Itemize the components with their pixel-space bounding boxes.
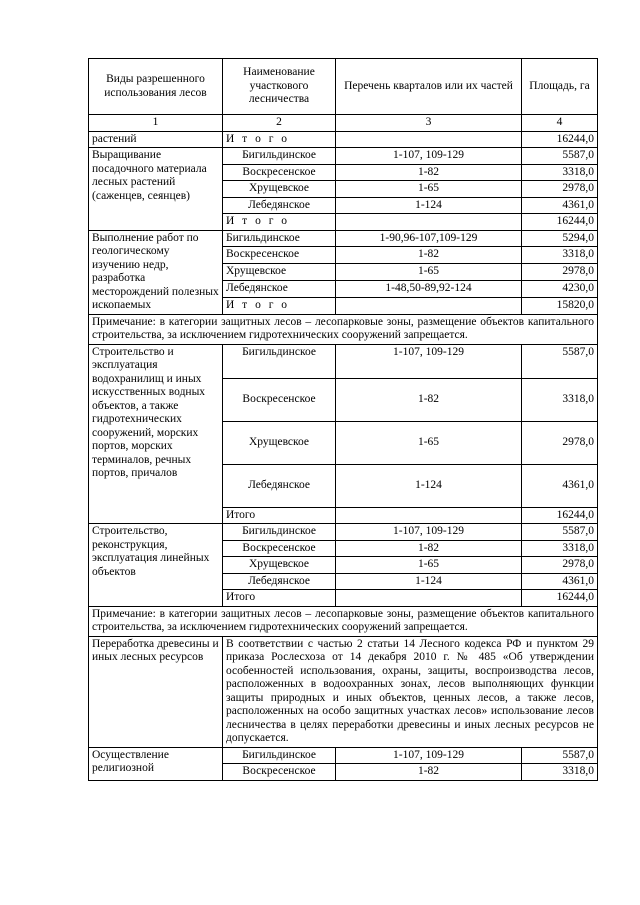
col-number-4: 4: [522, 115, 598, 132]
area-cell: 3318,0: [522, 164, 598, 181]
table-row: [89, 131, 598, 148]
quarters-cell: 1-107, 109-129: [336, 148, 522, 165]
quarters-cell: [336, 131, 522, 148]
header-quarters: Перечень кварталов или их частей: [336, 59, 522, 115]
area-cell: 2978,0: [522, 264, 598, 281]
quarters-cell: 1-107, 109-129: [336, 524, 522, 541]
use-type-cell: Выполнение работ по геологическому изучению недр, разработка месторождений полезных ископаемых: [89, 230, 223, 314]
table-row: [89, 230, 598, 247]
col-number-1: 1: [89, 115, 223, 132]
quarters-cell: [336, 214, 522, 231]
use-type-cell: Переработка древесины и иных лесных ресурсов: [89, 636, 223, 747]
use-type-cell: Осуществление религиозной: [89, 747, 223, 780]
area-cell: 15820,0: [522, 297, 598, 314]
forestry-name-cell: Хрущевское: [223, 181, 336, 198]
forestry-name-cell: Лебедянское: [223, 280, 336, 297]
quarters-cell: 1-82: [336, 164, 522, 181]
area-cell: 3318,0: [522, 764, 598, 781]
forestry-name-cell: Бигильдинское: [223, 230, 336, 247]
header-forestry-name: Наименование участкового лесничества: [223, 59, 336, 115]
use-type-cell: Строительство, реконструкция, эксплуатация линейных объектов: [89, 524, 223, 607]
total-label: И т о г о: [223, 214, 336, 231]
quarters-cell: 1-82: [336, 540, 522, 557]
total-label: Итого: [223, 590, 336, 607]
quarters-cell: 1-124: [336, 464, 522, 507]
note-row: [89, 606, 598, 636]
forestry-name-cell: Хрущевское: [223, 264, 336, 281]
header-area: Площадь, га: [522, 59, 598, 115]
quarters-cell: 1-82: [336, 378, 522, 421]
quarters-cell: 1-65: [336, 181, 522, 198]
quarters-cell: 1-65: [336, 557, 522, 574]
note-text: Примечание: в категории защитных лесов – лесопарковые зоны, размещение объектов капитального строительства, за исключением гидротехнических сооружений запрещается.: [89, 606, 598, 636]
quarters-cell: 1-48,50-89,92-124: [336, 280, 522, 297]
area-cell: 4361,0: [522, 197, 598, 214]
quarters-cell: 1-107, 109-129: [336, 344, 522, 378]
total-label: Итого: [223, 507, 336, 524]
area-cell: 5294,0: [522, 230, 598, 247]
area-cell: 2978,0: [522, 421, 598, 464]
col-number-2: 2: [223, 115, 336, 132]
quarters-cell: 1-65: [336, 264, 522, 281]
area-cell: 3318,0: [522, 247, 598, 264]
area-cell: 16244,0: [522, 590, 598, 607]
forestry-name-cell: Хрущевское: [223, 557, 336, 574]
table-row: [89, 344, 598, 378]
use-type-cell: Выращивание посадочного материала лесных растений (саженцев, сеянцев): [89, 148, 223, 231]
area-cell: 3318,0: [522, 378, 598, 421]
area-cell: 16244,0: [522, 507, 598, 524]
table-row: [89, 148, 598, 165]
forest-use-table: [88, 58, 598, 781]
forestry-name-cell: Лебедянское: [223, 197, 336, 214]
quarters-cell: [336, 590, 522, 607]
regulation-text: В соответствии с частью 2 статьи 14 Лесного кодекса РФ и пунктом 29 приказа Рослесхоза от 14 декабря 2010 г. № 485 «Об утверждении особенностей использования, охраны, защиты, воспроизводства лесов, расположенных в водоохранных зонах, лесов выполняющих функции защиты природных и иных объектов, ценных лесов, а также лесов, расположенных на особо защитных участках лесов» использование лесов лесничества в целях переработки древесины и иных лесных ресурсов не допускается.: [223, 636, 598, 747]
quarters-cell: 1-90,96-107,109-129: [336, 230, 522, 247]
col-number-3: 3: [336, 115, 522, 132]
area-cell: 4230,0: [522, 280, 598, 297]
forestry-name-cell: Бигильдинское: [223, 148, 336, 165]
table-row: [89, 747, 598, 764]
forestry-name-cell: Лебедянское: [223, 573, 336, 590]
quarters-cell: 1-82: [336, 764, 522, 781]
table-column-numbers: [89, 115, 598, 132]
use-type-cell: Строительство и эксплуатация водохранилищ и иных искусственных водных объектов, а также гидротехнических сооружений, морских портов, морских терминалов, речных портов, причалов: [89, 344, 223, 524]
quarters-cell: 1-65: [336, 421, 522, 464]
table-row: [89, 524, 598, 541]
area-cell: 5587,0: [522, 524, 598, 541]
quarters-cell: 1-124: [336, 197, 522, 214]
area-cell: 3318,0: [522, 540, 598, 557]
table-header-row: [89, 59, 598, 115]
area-cell: 2978,0: [522, 557, 598, 574]
area-cell: 16244,0: [522, 131, 598, 148]
forestry-name-cell: Воскресенское: [223, 378, 336, 421]
forestry-name-cell: Воскресенское: [223, 540, 336, 557]
table-row: [89, 636, 598, 747]
forestry-name-cell: Воскресенское: [223, 247, 336, 264]
forestry-name-cell: Бигильдинское: [223, 344, 336, 378]
forestry-name-cell: Лебедянское: [223, 464, 336, 507]
area-cell: 2978,0: [522, 181, 598, 198]
area-cell: 4361,0: [522, 573, 598, 590]
note-text: Примечание: в категории защитных лесов – лесопарковые зоны, размещение объектов капитального строительства, за исключением гидротехнических сооружений запрещается.: [89, 314, 598, 344]
area-cell: 16244,0: [522, 214, 598, 231]
forestry-name-cell: Воскресенское: [223, 164, 336, 181]
forestry-name-cell: Бигильдинское: [223, 747, 336, 764]
header-use-type: Виды разрешенного использования лесов: [89, 59, 223, 115]
area-cell: 5587,0: [522, 747, 598, 764]
use-type-cell: растений: [89, 131, 223, 148]
area-cell: 5587,0: [522, 148, 598, 165]
quarters-cell: 1-124: [336, 573, 522, 590]
forestry-name-cell: Воскресенское: [223, 764, 336, 781]
quarters-cell: 1-107, 109-129: [336, 747, 522, 764]
quarters-cell: 1-82: [336, 247, 522, 264]
note-row: [89, 314, 598, 344]
total-label: И т о г о: [223, 131, 336, 148]
quarters-cell: [336, 507, 522, 524]
forestry-name-cell: Хрущевское: [223, 421, 336, 464]
quarters-cell: [336, 297, 522, 314]
area-cell: 4361,0: [522, 464, 598, 507]
area-cell: 5587,0: [522, 344, 598, 378]
forestry-name-cell: Бигильдинское: [223, 524, 336, 541]
total-label: И т о г о: [223, 297, 336, 314]
